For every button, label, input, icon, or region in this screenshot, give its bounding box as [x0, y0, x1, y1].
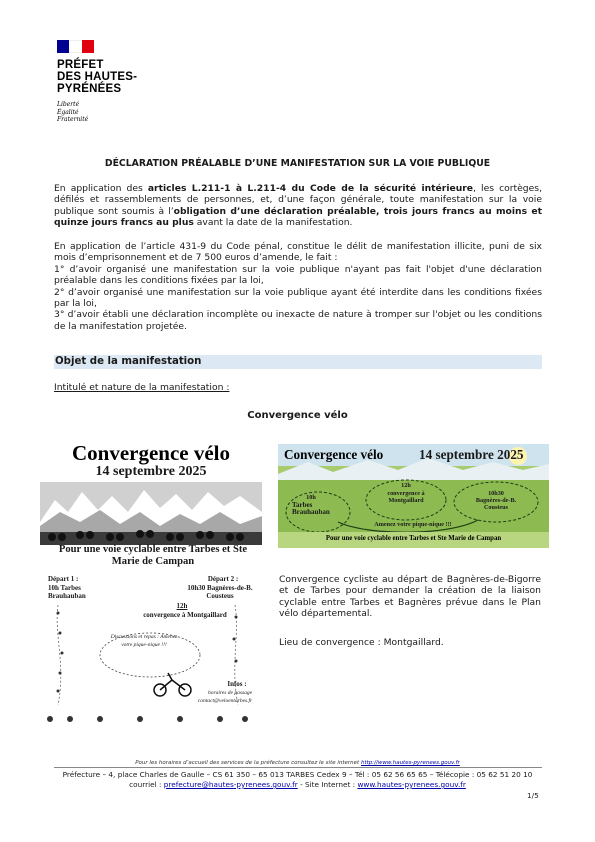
p1-text-3: avant la date de la manifestation. [193, 217, 353, 229]
motto-fraternite: Fraternité [57, 116, 89, 123]
banner-right-time: 10h30 [488, 490, 504, 497]
banner-date: 14 septembre 2025 [419, 447, 524, 462]
flyer-depart1-label: Départ 1 : [48, 575, 79, 583]
banner-picnic: Amenez votre pique-nique !!! [374, 521, 452, 528]
banner-left-place: Tarbes Brauhauban [292, 501, 330, 516]
footer-email-link[interactable]: prefecture@hautes-pyrenees.gouv.fr [163, 780, 298, 789]
french-flag-icon [57, 40, 94, 53]
flyer-tagline: Pour une voie cyclable entre Tarbes et Ste Marie de Campan [58, 544, 248, 567]
event-name: Convergence vélo [247, 410, 348, 421]
penal-item-1: 1° d’avoir organisé une manifestation sur la voie publique n'ayant pas fait l'objet d'une déclaration préalable dans les conditions fixées par la loi, [54, 263, 542, 287]
p1-bold-obligation: obligation d’une déclaration préalable, trois jours francs au moins et quinze jours francs au plus [54, 205, 543, 229]
section-title: Objet de la manifestation [54, 355, 542, 369]
p1-text-1: En application des [54, 183, 148, 194]
penal-intro: En application de l’article 431-9 du Code pénal, constitue le délit de manifestation illicite, puni de six mois d’emprisonnement et de 7 500 euros d’amende, le fait : [54, 241, 542, 264]
logo-line-3: PYRÉNÉES [57, 83, 122, 95]
page-number: 1/5 [527, 791, 539, 800]
flyer-conv-text: convergence à Montgaillard [143, 611, 227, 619]
event-location: Lieu de convergence : Montgaillard. [279, 637, 444, 648]
event-banner-image [278, 444, 549, 548]
motto-egalite: Égalité [57, 108, 79, 116]
logo-line-2: DES HAUTES- [57, 71, 138, 83]
penal-item-2: 2° d’avoir organisé une manifestation sur la voie publique ayant été interdite dans les conditions fixées par la loi, [54, 286, 542, 310]
p1-bold-articles: articles L.211-1 à L.211-4 du Code de la sécurité intérieure [147, 183, 474, 194]
penal-paragraph [54, 241, 542, 332]
banner-left-time: 10h [306, 494, 316, 501]
penal-item-3: 3° d’avoir établi une déclaration incomplète ou inexacte de nature à tromper sur l'objet ou les conditions de la manifestation projetée. [54, 309, 542, 332]
mountains-cyclists-icon [40, 482, 262, 545]
flyer-photo-band [40, 482, 262, 545]
flyer-conv-time: 12h [176, 602, 188, 610]
banner-center-time: 12h [401, 482, 411, 489]
event-description: Convergence cycliste au départ de Bagnères-de-Bigorre et de Tarbes pour demander la création de la liaison cyclable entre Tarbes et Bagnères prévue dans le Plan vélo départemental. [279, 574, 541, 620]
republic-motto [57, 101, 157, 124]
logo-name [57, 59, 157, 95]
flyer-infos-label: Infos : [227, 680, 247, 688]
flyer-depart2-label: Départ 2 : [207, 575, 239, 583]
footer-site-link[interactable]: www.hautes-pyrenees.gouv.fr [357, 780, 466, 789]
flyer-discussions: Discussions et repas : Amenez votre pique-nique !!! [110, 634, 178, 648]
prefecture-logo [57, 40, 157, 124]
footer-address-block [0, 770, 595, 790]
logo-line-1: PRÉFET [57, 59, 104, 71]
flyer-title: Convergence vélo [71, 441, 231, 465]
footer-note-text: Pour les horaires d’accueil des services de la préfecture consultez le site internet [135, 760, 361, 766]
banner-title: Convergence vélo [284, 447, 384, 462]
flyer-depart2-place: 10h30 Bagnères-de-B. Cousteus [187, 584, 253, 600]
p1-text-2: , les cortèges, défilés et rassemblements de personnes, et, d’une façon générale, toute manifestation sur la voie publique sont soumis à l’ [54, 183, 542, 217]
footer-courriel-label: courriel : [129, 780, 164, 789]
motto-liberte: Liberté [57, 101, 80, 108]
banner-footer: Pour une voie cyclable entre Tarbes et Ste Marie de Campan [325, 535, 502, 542]
document-title: DÉCLARATION PRÉALABLE D’UNE MANIFESTATION SUR LA VOIE PUBLIQUE [104, 158, 491, 169]
banner-right-place: Bagnères-de-B. Cousteus [475, 497, 517, 511]
footer-divider [54, 767, 542, 768]
flyer-contact: contact@veloentarbes.fr [197, 698, 253, 704]
intro-paragraph [54, 183, 542, 229]
footer-address: Préfecture – 4, place Charles de Gaulle – CS 61 350 – 65 013 TARBES Cedex 9 – Tél : 05 62 56 65 65 – Télécopie : 05 62 51 20 10 [62, 770, 533, 779]
flyer-depart1-place: 10h Tarbes Brauhauban [48, 584, 86, 600]
footer-note [0, 760, 595, 766]
footer-note-link[interactable]: http://www.hautes-pyrenees.gouv.fr [360, 760, 460, 766]
footer-contact-line [0, 780, 595, 790]
flyer-infos-text: horaires de passage [207, 690, 253, 696]
flyer-date: 14 septembre 2025 [95, 464, 207, 479]
banner-center-text: convergence à Montgaillard [387, 490, 425, 504]
footer-site-label: - Site Internet : [297, 780, 358, 789]
event-flyer-image [40, 435, 262, 727]
intitule-label: Intitulé et nature de la manifestation : [54, 382, 230, 393]
